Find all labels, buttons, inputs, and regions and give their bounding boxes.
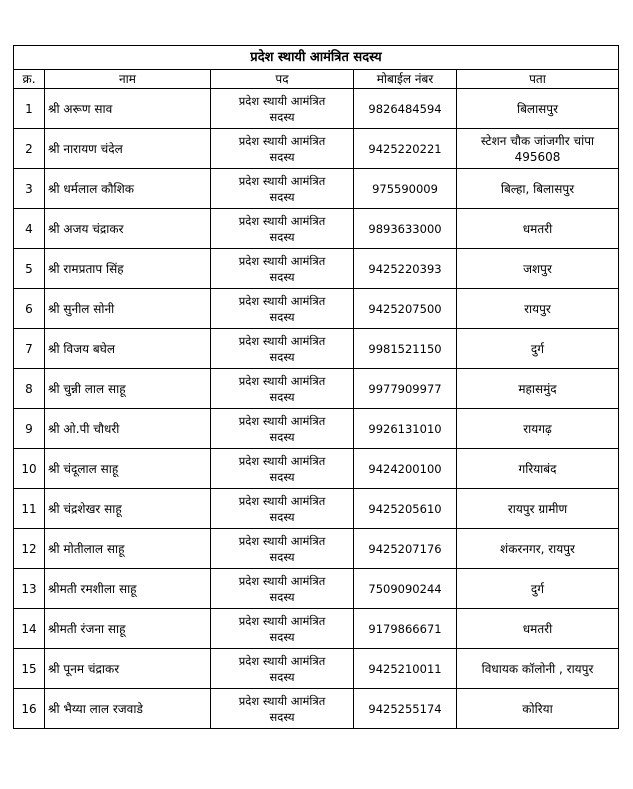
post-line: प्रदेश स्थायी आमंत्रित: [238, 573, 326, 588]
table-row: [14, 169, 619, 209]
post-cell: [211, 449, 354, 489]
address-cell: रायपुर: [457, 289, 619, 329]
post-cell: [211, 489, 354, 529]
table-row: [14, 689, 619, 729]
post-line: सदस्य: [269, 509, 295, 524]
mobile-cell: 9826484594: [354, 89, 457, 129]
post-line: प्रदेश स्थायी आमंत्रित: [238, 693, 326, 708]
post-line: प्रदेश स्थायी आमंत्रित: [238, 213, 326, 228]
post-line: प्रदेश स्थायी आमंत्रित: [238, 173, 326, 188]
name-cell: श्री नारायण चंदेल: [45, 129, 211, 169]
post-line: प्रदेश स्थायी आमंत्रित: [238, 653, 326, 668]
post-cell: [211, 689, 354, 729]
mobile-cell: 9425205610: [354, 489, 457, 529]
table-body: [14, 89, 619, 729]
address-cell: विधायक कॉलोनी , रायपुर: [457, 649, 619, 689]
address-cell: महासमुंद: [457, 369, 619, 409]
post-line: सदस्य: [269, 629, 295, 644]
serial-cell: 7: [14, 329, 45, 369]
name-cell: श्री विजय बघेल: [45, 329, 211, 369]
name-cell: श्री भैय्या लाल रजवाडे: [45, 689, 211, 729]
post-line: सदस्य: [269, 189, 295, 204]
post-cell: [211, 569, 354, 609]
post-line: प्रदेश स्थायी आमंत्रित: [238, 453, 326, 468]
serial-cell: 13: [14, 569, 45, 609]
members-sheet: [13, 45, 618, 757]
mobile-cell: 9179866671: [354, 609, 457, 649]
mobile-cell: 975590009: [354, 169, 457, 209]
address-cell: दुर्ग: [457, 569, 619, 609]
post-line: सदस्य: [269, 549, 295, 564]
post-line: सदस्य: [269, 429, 295, 444]
address-cell: रायपुर ग्रामीण: [457, 489, 619, 529]
post-cell: [211, 609, 354, 649]
mobile-cell: 9424200100: [354, 449, 457, 489]
post-line: सदस्य: [269, 349, 295, 364]
table-row: [14, 289, 619, 329]
post-line: प्रदेश स्थायी आमंत्रित: [238, 93, 326, 108]
members-table: [13, 45, 619, 729]
address-cell: रायगढ़: [457, 409, 619, 449]
address-cell: दुर्ग: [457, 329, 619, 369]
name-cell: श्रीमती रंजना साहू: [45, 609, 211, 649]
name-cell: श्री पूनम चंद्राकर: [45, 649, 211, 689]
serial-cell: 10: [14, 449, 45, 489]
post-cell: [211, 209, 354, 249]
header-mobile: मोबाईल नंबर: [354, 70, 457, 89]
serial-cell: 4: [14, 209, 45, 249]
serial-cell: 3: [14, 169, 45, 209]
post-line: प्रदेश स्थायी आमंत्रित: [238, 253, 326, 268]
post-line: प्रदेश स्थायी आमंत्रित: [238, 413, 326, 428]
post-cell: [211, 409, 354, 449]
address-cell: गरियाबंद: [457, 449, 619, 489]
serial-cell: 2: [14, 129, 45, 169]
mobile-cell: 7509090244: [354, 569, 457, 609]
name-cell: श्री अरूण साव: [45, 89, 211, 129]
table-row: [14, 409, 619, 449]
serial-cell: 15: [14, 649, 45, 689]
mobile-cell: 9981521150: [354, 329, 457, 369]
table-row: [14, 369, 619, 409]
address-cell: धमतरी: [457, 609, 619, 649]
serial-cell: 9: [14, 409, 45, 449]
post-line: सदस्य: [269, 709, 295, 724]
post-cell: [211, 329, 354, 369]
post-line: प्रदेश स्थायी आमंत्रित: [238, 533, 326, 548]
post-cell: [211, 649, 354, 689]
post-line: प्रदेश स्थायी आमंत्रित: [238, 133, 326, 148]
header-address: पता: [457, 70, 619, 89]
post-line: सदस्य: [269, 669, 295, 684]
name-cell: श्री चुन्नी लाल साहू: [45, 369, 211, 409]
mobile-cell: 9893633000: [354, 209, 457, 249]
mobile-cell: 9977909977: [354, 369, 457, 409]
serial-cell: 11: [14, 489, 45, 529]
mobile-cell: 9926131010: [354, 409, 457, 449]
table-header-row: [14, 70, 619, 89]
name-cell: श्री रामप्रताप सिंह: [45, 249, 211, 289]
address-cell: धमतरी: [457, 209, 619, 249]
serial-cell: 16: [14, 689, 45, 729]
table-row: [14, 249, 619, 289]
post-line: सदस्य: [269, 269, 295, 284]
post-cell: [211, 89, 354, 129]
post-line: प्रदेश स्थायी आमंत्रित: [238, 493, 326, 508]
table-row: [14, 489, 619, 529]
post-line: प्रदेश स्थायी आमंत्रित: [238, 293, 326, 308]
mobile-cell: 9425207176: [354, 529, 457, 569]
table-row: [14, 449, 619, 489]
address-cell: जशपुर: [457, 249, 619, 289]
post-line: सदस्य: [269, 109, 295, 124]
table-row: [14, 329, 619, 369]
header-post: पद: [211, 70, 354, 89]
serial-cell: 8: [14, 369, 45, 409]
post-line: प्रदेश स्थायी आमंत्रित: [238, 613, 326, 628]
post-line: सदस्य: [269, 229, 295, 244]
table-title-row: [14, 46, 619, 70]
serial-cell: 12: [14, 529, 45, 569]
table-row: [14, 89, 619, 129]
mobile-cell: 9425210011: [354, 649, 457, 689]
name-cell: श्री अजय चंद्राकर: [45, 209, 211, 249]
post-line: सदस्य: [269, 589, 295, 604]
post-line: सदस्य: [269, 149, 295, 164]
mobile-cell: 9425255174: [354, 689, 457, 729]
mobile-cell: 9425207500: [354, 289, 457, 329]
header-name: नाम: [45, 70, 211, 89]
table-row: [14, 609, 619, 649]
serial-cell: 5: [14, 249, 45, 289]
table-title: प्रदेश स्थायी आमंत्रित सदस्य: [14, 46, 619, 70]
post-line: प्रदेश स्थायी आमंत्रित: [238, 373, 326, 388]
address-cell: कोरिया: [457, 689, 619, 729]
post-cell: [211, 289, 354, 329]
name-cell: श्री चंद्रशेखर साहू: [45, 489, 211, 529]
post-cell: [211, 129, 354, 169]
post-line: सदस्य: [269, 469, 295, 484]
table-row: [14, 529, 619, 569]
table-row: [14, 569, 619, 609]
address-cell: बिलासपुर: [457, 89, 619, 129]
name-cell: श्रीमती रमशीला साहू: [45, 569, 211, 609]
mobile-cell: 9425220393: [354, 249, 457, 289]
name-cell: श्री सुनील सोनी: [45, 289, 211, 329]
address-cell: बिल्हा, बिलासपुर: [457, 169, 619, 209]
address-cell: स्टेशन चौक जांजगीर चांपा 495608: [457, 129, 619, 169]
header-serial: क्र.: [14, 70, 45, 89]
post-line: सदस्य: [269, 309, 295, 324]
serial-cell: 6: [14, 289, 45, 329]
post-cell: [211, 529, 354, 569]
serial-cell: 14: [14, 609, 45, 649]
post-cell: [211, 249, 354, 289]
post-line: प्रदेश स्थायी आमंत्रित: [238, 333, 326, 348]
post-cell: [211, 369, 354, 409]
table-row: [14, 209, 619, 249]
name-cell: श्री ओ.पी चौधरी: [45, 409, 211, 449]
serial-cell: 1: [14, 89, 45, 129]
mobile-cell: 9425220221: [354, 129, 457, 169]
name-cell: श्री मोतीलाल साहू: [45, 529, 211, 569]
name-cell: श्री धर्मलाल कौशिक: [45, 169, 211, 209]
table-row: [14, 129, 619, 169]
post-cell: [211, 169, 354, 209]
name-cell: श्री चंदूलाल साहू: [45, 449, 211, 489]
table-row: [14, 649, 619, 689]
post-line: सदस्य: [269, 389, 295, 404]
address-cell: शंकरनगर, रायपुर: [457, 529, 619, 569]
